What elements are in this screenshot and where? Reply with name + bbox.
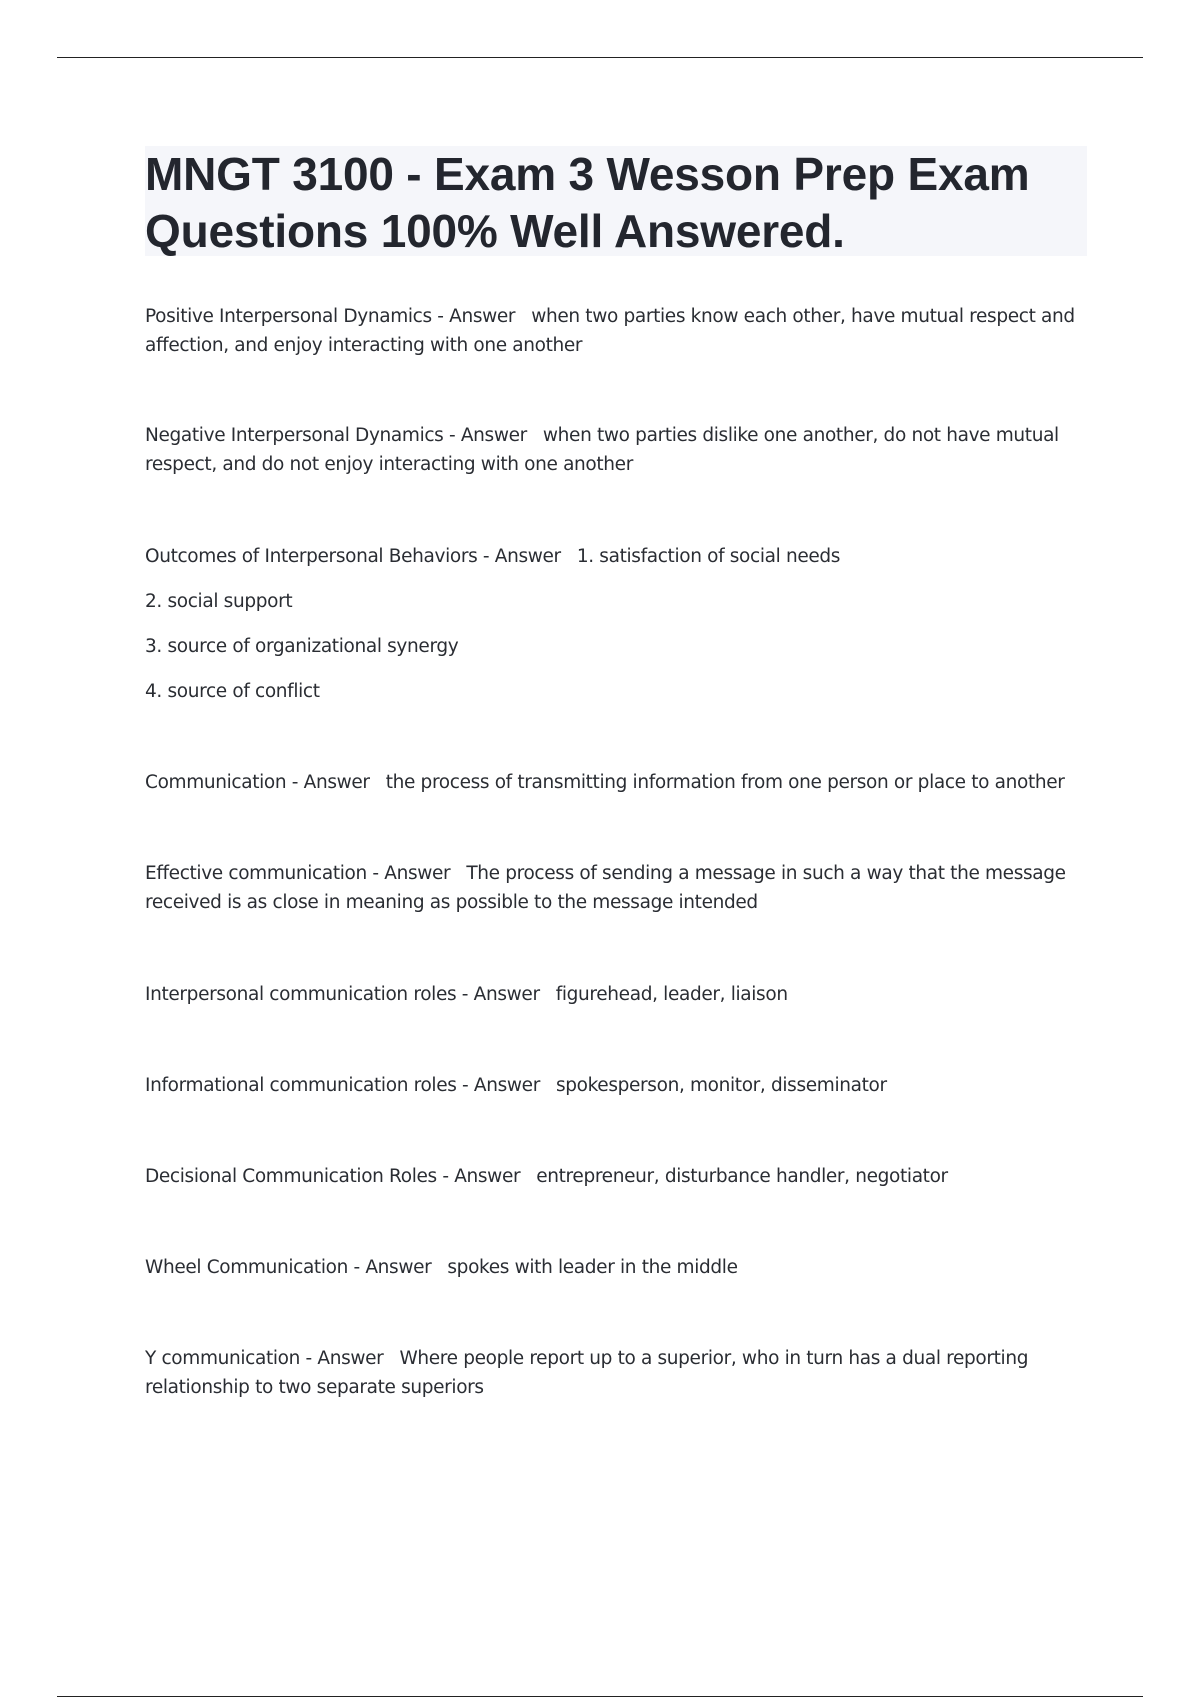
- term: Effective communication - Answer: [145, 863, 451, 884]
- qa-entry: [145, 1344, 1095, 1402]
- answer: the process of transmitting information from one person or place to another: [385, 772, 1065, 793]
- qa-entry: [145, 1162, 1095, 1191]
- qa-entry: [145, 1253, 1095, 1282]
- title-banner: [145, 146, 1087, 256]
- answer: The process of sending a message in such a way that the message received is as close in meaning as possible to the message intended: [145, 863, 1066, 913]
- page-title: [145, 146, 1087, 260]
- qa-entry: [145, 768, 1095, 797]
- qa-entry: [145, 980, 1095, 1009]
- answer: Where people report up to a superior, who in turn has a dual reporting relationship to two separate superiors: [145, 1348, 1029, 1398]
- term: Communication - Answer: [145, 772, 370, 793]
- term: Negative Interpersonal Dynamics - Answer: [145, 425, 527, 446]
- answer: spokesperson, monitor, disseminator: [555, 1075, 887, 1096]
- answer: when two parties dislike one another, do not have mutual respect, and do not enjoy interacting with one another: [145, 425, 1059, 475]
- term: Decisional Communication Roles - Answer: [145, 1166, 521, 1187]
- answer: 1. satisfaction of social needs: [576, 546, 841, 567]
- qa-entry: [145, 859, 1095, 917]
- answer: when two parties know each other, have mutual respect and affection, and enjoy interacting with one another: [145, 306, 1075, 356]
- term: Y communication - Answer: [145, 1348, 384, 1369]
- top-rule: [57, 57, 1143, 58]
- qa-entry: [145, 421, 1095, 479]
- answer: spokes with leader in the middle: [447, 1257, 738, 1278]
- list-item: 3. source of organizational synergy: [145, 636, 459, 657]
- list-item: 2. social support: [145, 591, 293, 612]
- title-line-2: Questions 100% Well Answered.: [145, 205, 845, 257]
- list-item: 4. source of conflict: [145, 681, 320, 702]
- term: Informational communication roles - Answer: [145, 1075, 540, 1096]
- term: Outcomes of Interpersonal Behaviors - Answer: [145, 546, 561, 567]
- answer: figurehead, leader, liaison: [555, 984, 788, 1005]
- term: Wheel Communication - Answer: [145, 1257, 432, 1278]
- title-line-1: MNGT 3100 - Exam 3 Wesson Prep Exam: [145, 148, 1030, 200]
- term: Interpersonal communication roles - Answer: [145, 984, 540, 1005]
- answer: entrepreneur, disturbance handler, negotiator: [536, 1166, 948, 1187]
- term: Positive Interpersonal Dynamics - Answer: [145, 306, 516, 327]
- qa-entry: [145, 542, 1095, 571]
- qa-entry: [145, 302, 1095, 360]
- bottom-rule: [57, 1696, 1143, 1697]
- qa-entry: [145, 1071, 1095, 1100]
